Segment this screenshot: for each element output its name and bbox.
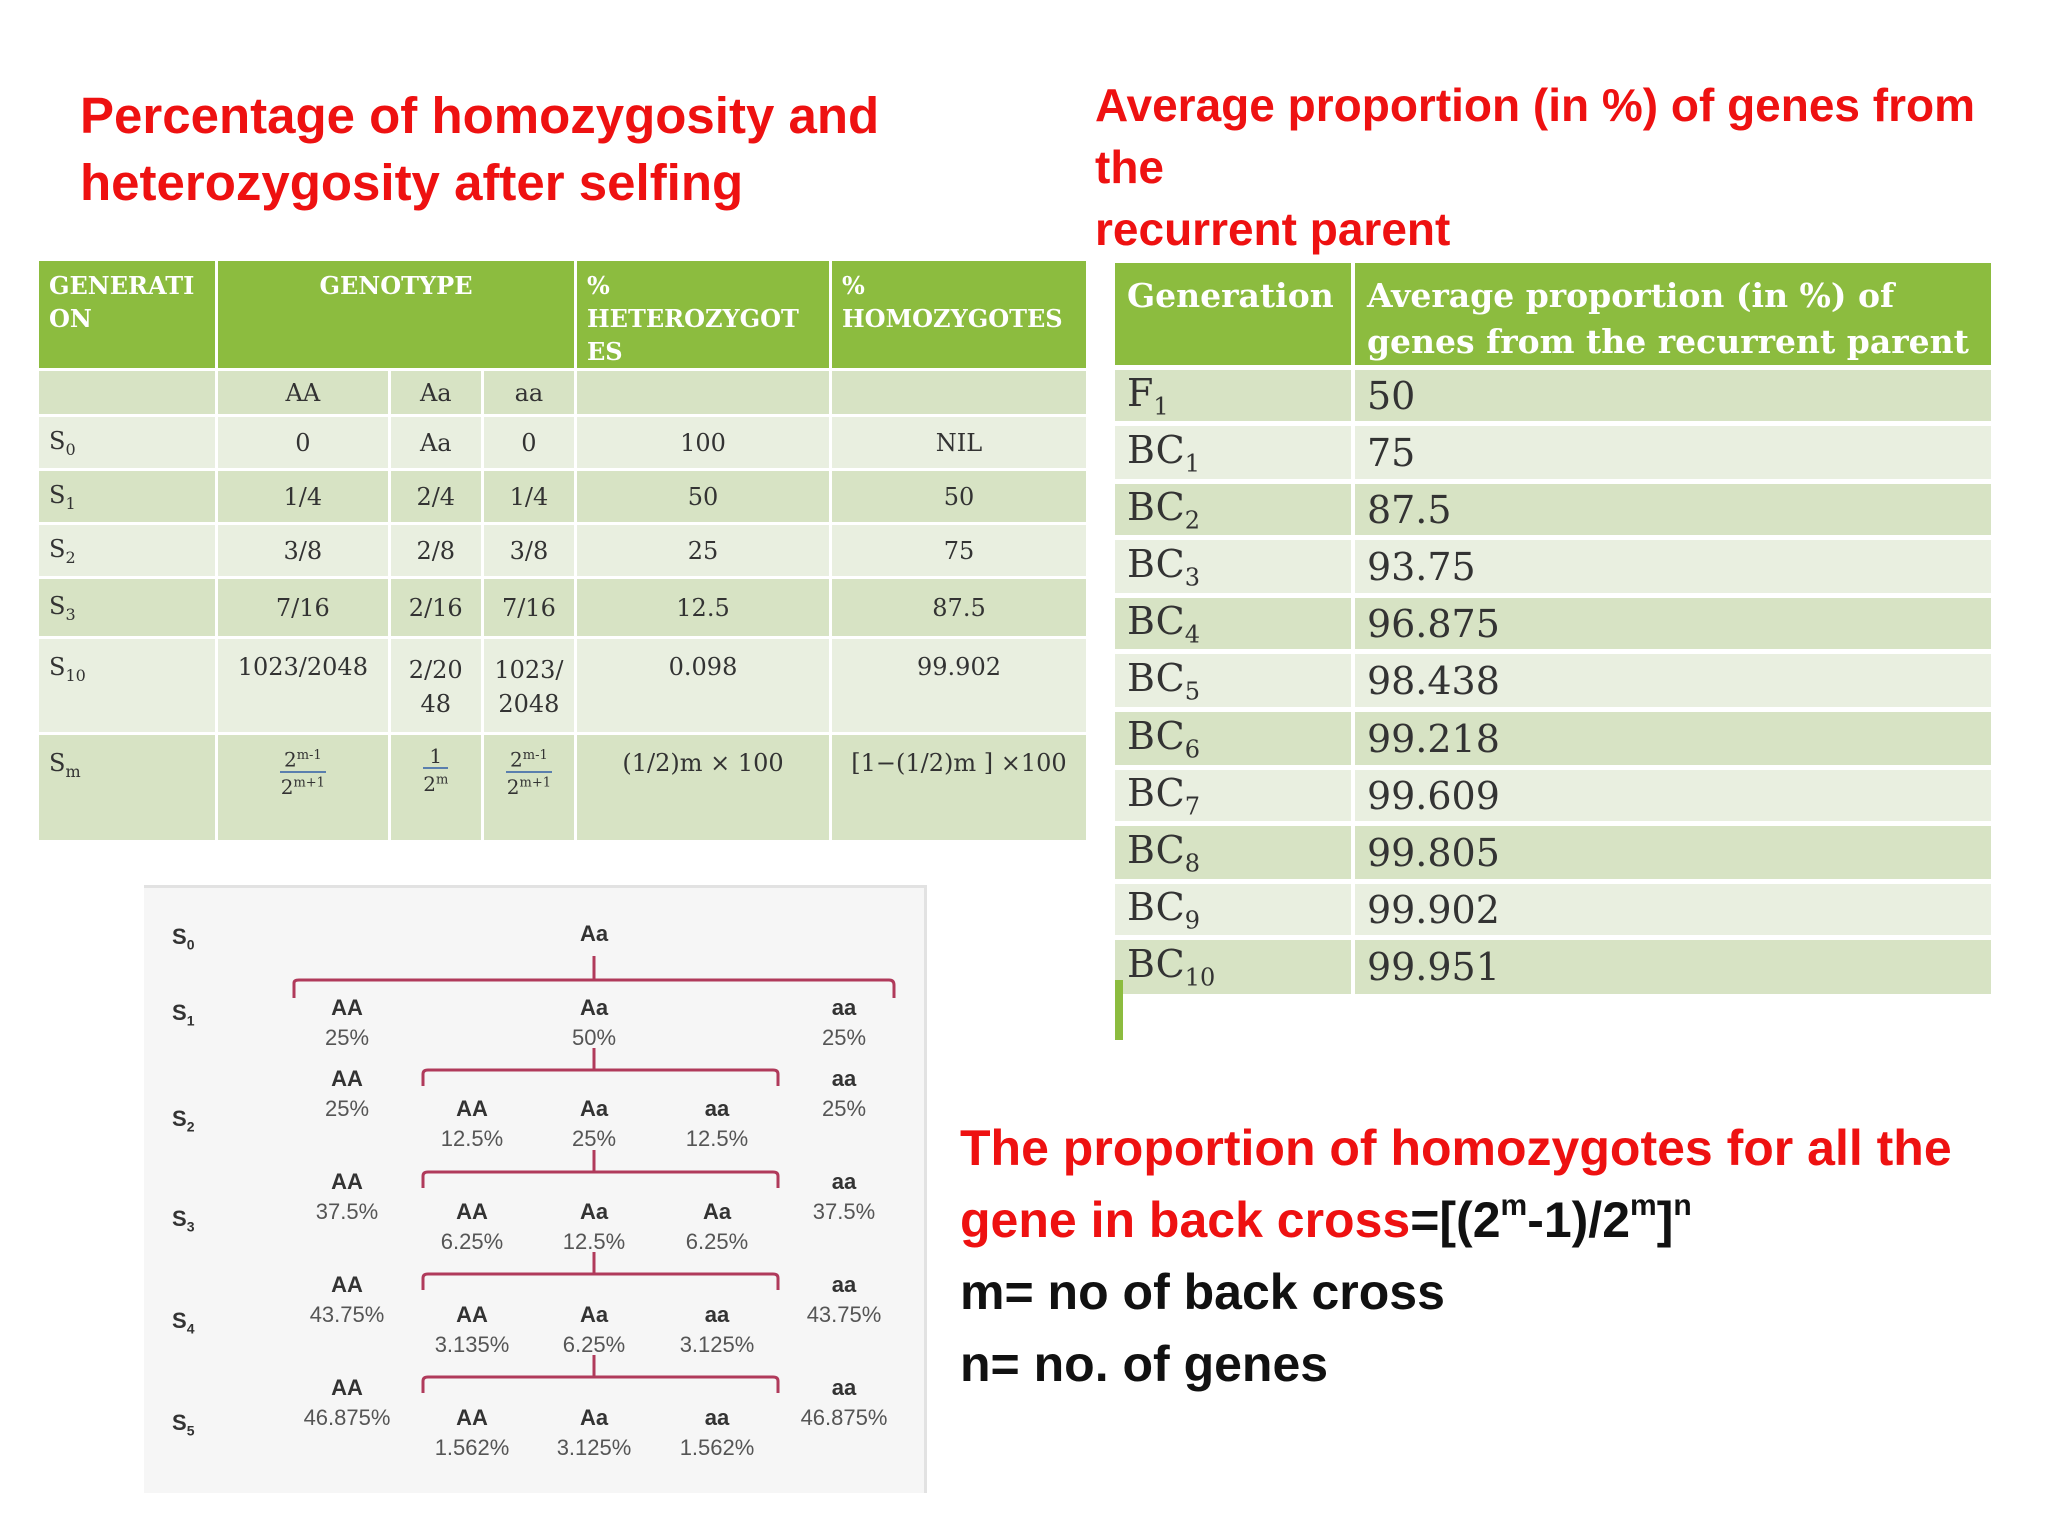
genotype-percent: 25% bbox=[821, 1096, 867, 1121]
table-row bbox=[1115, 824, 1991, 882]
table-row bbox=[1115, 368, 1991, 424]
bracket-s4 bbox=[423, 1274, 778, 1290]
header-average-proportion: Average proportion (in %) of genes from the recurrent parent bbox=[1353, 261, 1991, 368]
genotype-percent: 3.135% bbox=[434, 1332, 510, 1357]
header-generation: GENERATI ON bbox=[38, 260, 217, 370]
genotype-label: AA bbox=[456, 1405, 488, 1430]
cell-homozygotes: 75 bbox=[831, 524, 1088, 578]
row-generation: $BC_1$ bbox=[1115, 424, 1353, 482]
cell-heterozygotes: 100 bbox=[576, 416, 831, 470]
cell-AA: 1023/2048 bbox=[217, 638, 390, 734]
row-value: 99.805 bbox=[1353, 824, 1991, 882]
genotype-label: aa bbox=[831, 995, 857, 1020]
cell-Aa: 2/16 bbox=[389, 578, 482, 638]
cell-homozygotes: 87.5 bbox=[831, 578, 1088, 638]
row-generation: $S_3$ bbox=[38, 578, 217, 638]
row-generation: $BC_4$ bbox=[1115, 596, 1353, 652]
table-row bbox=[1115, 596, 1991, 652]
genotype-label: AA bbox=[456, 1302, 488, 1327]
genotype-percent: 37.5% bbox=[315, 1199, 379, 1224]
genotype-percent: 3.125% bbox=[556, 1435, 632, 1460]
genotype-label: Aa bbox=[579, 1199, 609, 1224]
genotype-label: aa bbox=[704, 1096, 730, 1121]
header-genotype: GENOTYPE bbox=[217, 260, 576, 370]
genotype-label: AA bbox=[331, 995, 363, 1020]
generation-label: $S_1$ bbox=[172, 1000, 195, 1029]
cell-homozygotes: NIL bbox=[831, 416, 1088, 470]
genotype-label: aa bbox=[704, 1302, 730, 1327]
cell-AA: 0 bbox=[217, 416, 390, 470]
row-value: 99.218 bbox=[1353, 710, 1991, 768]
backcross-title-line1: Average proportion (in %) of genes from the bbox=[1095, 79, 1976, 193]
row-generation: $S_m$ bbox=[38, 734, 217, 842]
genotype-label: AA bbox=[331, 1066, 363, 1091]
cell-AA: 1/4 bbox=[217, 470, 390, 524]
cell-Aa: 2/8 bbox=[389, 524, 482, 578]
subheader-blank bbox=[38, 370, 217, 416]
genotype-percent: 25% bbox=[324, 1025, 370, 1050]
row-generation: $BC_2$ bbox=[1115, 482, 1353, 538]
genotype-percent: 12.5% bbox=[440, 1126, 504, 1151]
genotype-percent: 1.562% bbox=[679, 1435, 755, 1460]
backcross-table bbox=[1115, 258, 1991, 994]
backcross-title bbox=[1095, 74, 2048, 260]
genotype-label: aa bbox=[831, 1066, 857, 1091]
table-row bbox=[1115, 710, 1991, 768]
generation-label: $S_5$ bbox=[172, 1410, 195, 1439]
genotype-percent: 37.5% bbox=[812, 1199, 876, 1224]
genotype-label: Aa bbox=[579, 1096, 609, 1121]
genotype-label: aa bbox=[831, 1272, 857, 1297]
table-row bbox=[38, 470, 1088, 524]
subheader-blank bbox=[831, 370, 1088, 416]
cell-AA: 3/8 bbox=[217, 524, 390, 578]
row-value: 50 bbox=[1353, 368, 1991, 424]
cell-aa: 7/16 bbox=[482, 578, 575, 638]
header-homozygotes: % HOMOZYGOTES bbox=[831, 260, 1088, 370]
table-row bbox=[1115, 882, 1991, 938]
genotype-percent: 3.125% bbox=[679, 1332, 755, 1357]
genotype-percent: 12.5% bbox=[562, 1229, 626, 1254]
table-row bbox=[38, 638, 1088, 734]
genotype-label: AA bbox=[331, 1169, 363, 1194]
bracket-s3 bbox=[423, 1172, 778, 1188]
table-row bbox=[38, 524, 1088, 578]
row-generation: $BC_3$ bbox=[1115, 538, 1353, 596]
row-value: 99.609 bbox=[1353, 768, 1991, 824]
backcross-formula bbox=[960, 1112, 2020, 1400]
row-generation: $S_2$ bbox=[38, 524, 217, 578]
subheader-blank bbox=[576, 370, 831, 416]
cell-aa: 3/8 bbox=[482, 524, 575, 578]
row-generation: $BC_8$ bbox=[1115, 824, 1353, 882]
table-row bbox=[1115, 424, 1991, 482]
table-row bbox=[1115, 938, 1991, 994]
genotype-label: Aa bbox=[579, 1302, 609, 1327]
table-row bbox=[1115, 538, 1991, 596]
cell-homozygotes: 50 bbox=[831, 470, 1088, 524]
genotype-percent: 50% bbox=[571, 1025, 617, 1050]
row-generation: $BC_6$ bbox=[1115, 710, 1353, 768]
header-generation: Generation bbox=[1115, 261, 1353, 368]
table-row bbox=[38, 416, 1088, 470]
table-row bbox=[38, 578, 1088, 638]
row-generation: $BC_{10}$ bbox=[1115, 938, 1353, 994]
cell-aa: 0 bbox=[482, 416, 575, 470]
cell-heterozygotes-formula: (1/2)m × 100 bbox=[576, 734, 831, 842]
selfing-title bbox=[80, 82, 980, 216]
cell-aa: 1/4 bbox=[482, 470, 575, 524]
genotype-label: Aa bbox=[579, 1405, 609, 1430]
selfing-diagram bbox=[144, 885, 927, 1493]
cell-Aa-formula: $\frac{1}{2^m}$ bbox=[389, 734, 482, 842]
genotype-percent: 43.75% bbox=[806, 1302, 882, 1327]
header-heterozygotes: % HETEROZYGOT ES bbox=[576, 260, 831, 370]
genotype-label: AA bbox=[331, 1272, 363, 1297]
row-value: 99.951 bbox=[1353, 938, 1991, 994]
cell-heterozygotes: 12.5 bbox=[576, 578, 831, 638]
cell-heterozygotes: 0.098 bbox=[576, 638, 831, 734]
backcross-table-wrap bbox=[1115, 258, 1991, 1038]
genotype-percent: 6.25% bbox=[440, 1229, 504, 1254]
row-value: 98.438 bbox=[1353, 652, 1991, 710]
genotype-percent: 46.875% bbox=[303, 1405, 391, 1430]
bracket-s5 bbox=[423, 1377, 778, 1393]
table-row bbox=[1115, 768, 1991, 824]
cell-aa: 1023/ 2048 bbox=[482, 638, 575, 734]
cell-AA: 7/16 bbox=[217, 578, 390, 638]
genotype-percent: 12.5% bbox=[685, 1126, 749, 1151]
genotype-percent: 25% bbox=[571, 1126, 617, 1151]
row-generation: $F_1$ bbox=[1115, 368, 1353, 424]
row-value: 75 bbox=[1353, 424, 1991, 482]
genotype-label: AA bbox=[331, 1375, 363, 1400]
generation-label: $S_4$ bbox=[172, 1308, 195, 1337]
cell-homozygotes: 99.902 bbox=[831, 638, 1088, 734]
genotype-percent: 25% bbox=[324, 1096, 370, 1121]
table-row bbox=[1115, 652, 1991, 710]
genotype-percent: 43.75% bbox=[309, 1302, 385, 1327]
row-value: 93.75 bbox=[1353, 538, 1991, 596]
genotype-label: Aa bbox=[579, 995, 609, 1020]
subheader-aa: aa bbox=[482, 370, 575, 416]
genotype-label: Aa bbox=[579, 921, 609, 946]
formula-line1: The proportion of homozygotes for all the bbox=[960, 1120, 1952, 1176]
formula-line3: m= no of back cross bbox=[960, 1264, 1445, 1320]
row-value: 87.5 bbox=[1353, 482, 1991, 538]
cell-Aa: 2/4 bbox=[389, 470, 482, 524]
genotype-label: AA bbox=[456, 1096, 488, 1121]
cell-heterozygotes: 25 bbox=[576, 524, 831, 578]
row-generation: $BC_7$ bbox=[1115, 768, 1353, 824]
generation-label: $S_3$ bbox=[172, 1206, 195, 1235]
backcross-title-line2: recurrent parent bbox=[1095, 203, 1451, 255]
formula-line2: gene in back $cross=[(2^m-1)/2^m]^n$ bbox=[960, 1189, 1692, 1248]
genotype-label: aa bbox=[704, 1405, 730, 1430]
row-value: 96.875 bbox=[1353, 596, 1991, 652]
genotype-label: Aa bbox=[702, 1199, 732, 1224]
cell-homozygotes-formula: [1−(1/2)m ] ×100 bbox=[831, 734, 1088, 842]
selfing-table bbox=[36, 258, 1089, 843]
cell-aa-formula: $\frac{2^{m-1}}{2^{m+1}}$ bbox=[482, 734, 575, 842]
bracket-s2 bbox=[423, 1070, 778, 1086]
row-generation: $BC_9$ bbox=[1115, 882, 1353, 938]
table-row bbox=[38, 734, 1088, 842]
cell-Aa: Aa bbox=[389, 416, 482, 470]
table-row bbox=[1115, 482, 1991, 538]
row-generation: $BC_5$ bbox=[1115, 652, 1353, 710]
genotype-percent: 25% bbox=[821, 1025, 867, 1050]
generation-label: $S_0$ bbox=[172, 924, 195, 953]
genotype-label: AA bbox=[456, 1199, 488, 1224]
cell-AA-formula: $\frac{2^{m-1}}{2^{m+1}}$ bbox=[217, 734, 390, 842]
genotype-label: aa bbox=[831, 1375, 857, 1400]
genotype-percent: 1.562% bbox=[434, 1435, 510, 1460]
formula-line4: n= no. of genes bbox=[960, 1336, 1329, 1392]
row-generation: $S_0$ bbox=[38, 416, 217, 470]
row-generation: $S_1$ bbox=[38, 470, 217, 524]
cell-heterozygotes: 50 bbox=[576, 470, 831, 524]
green-edge bbox=[1115, 980, 1123, 1040]
generation-label: $S_2$ bbox=[172, 1106, 195, 1135]
selfing-title-line1: Percentage of homozygosity and bbox=[80, 87, 880, 144]
cell-Aa: 2/20 48 bbox=[389, 638, 482, 734]
genotype-percent: 6.25% bbox=[562, 1332, 626, 1357]
genotype-label: aa bbox=[831, 1169, 857, 1194]
row-generation: $S_{10}$ bbox=[38, 638, 217, 734]
genotype-percent: 6.25% bbox=[685, 1229, 749, 1254]
subheader-Aa: Aa bbox=[389, 370, 482, 416]
row-value: 99.902 bbox=[1353, 882, 1991, 938]
selfing-title-line2: heterozygosity after selfing bbox=[80, 154, 744, 211]
genotype-percent: 46.875% bbox=[800, 1405, 888, 1430]
subheader-AA: AA bbox=[217, 370, 390, 416]
